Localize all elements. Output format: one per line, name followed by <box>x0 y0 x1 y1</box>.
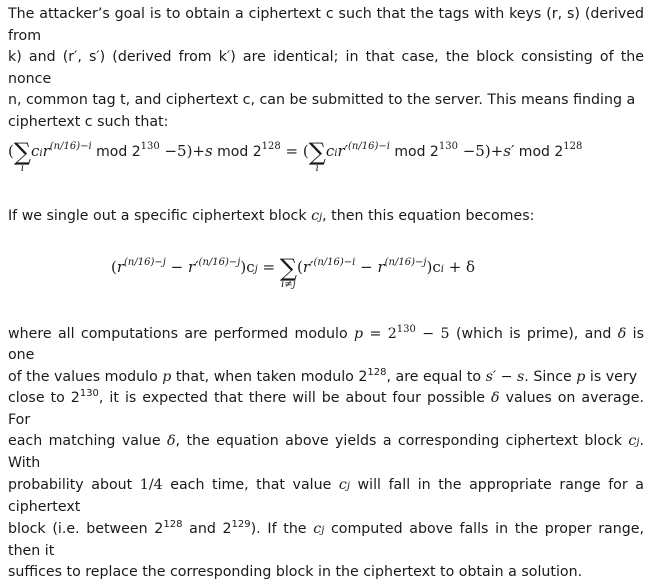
p3-l4b: δ <box>166 433 176 450</box>
p3-l2g: . Since <box>524 368 577 385</box>
eq1-sum-limit-left: i <box>20 163 25 174</box>
eq2-cj-sub: j <box>254 264 258 275</box>
p3-l6f: c <box>313 520 322 537</box>
eq2-equals: = <box>257 258 280 276</box>
p3-l6c: and 2 <box>182 520 232 537</box>
single-block-paragraph <box>8 206 644 229</box>
p3-l2h: p <box>576 368 586 385</box>
intro-line-4: ciphertext c such that: <box>8 113 169 130</box>
p3-l3c: , it is expected that there will be about four possible <box>98 390 492 407</box>
intro-line-2: k) and (r′, s′) (derived from k′) are identical; in that case, the block consisting of the nonce <box>8 49 644 87</box>
eq2-cj: )c <box>240 258 255 276</box>
p3-l1b: p <box>354 326 364 342</box>
eq1-paren: ( <box>8 142 14 160</box>
eq1-rhs-mod2: mod 2 <box>514 144 564 160</box>
eq1-minus5: −5)+ <box>159 142 206 160</box>
p3-l5e: j <box>346 480 350 492</box>
eq1-c: c <box>31 142 40 160</box>
p3-l4a: each matching value <box>8 433 167 450</box>
eq2-r1: r <box>116 258 125 276</box>
p3-l2i: is very <box>585 368 638 385</box>
p3-l2c: that, when taken modulo 2 <box>171 368 368 385</box>
p3-l3a: close to 2 <box>8 390 80 407</box>
p3-line-5 <box>8 475 644 519</box>
eq1-r: r <box>42 142 50 160</box>
eq1-sum-limit-right: i <box>315 163 319 174</box>
eq2-sum-limit: i≠j <box>281 279 296 290</box>
eq1-mod2: mod 2 <box>212 144 262 160</box>
p3-l3d: δ <box>491 390 500 407</box>
p3-l1a: where all computations are performed modulo <box>8 326 355 342</box>
intro-paragraph <box>8 4 644 133</box>
eq1-exp130: 130 <box>140 141 160 152</box>
p3-l5c: each time, that value <box>162 476 339 493</box>
eq1-c-sub-right: i <box>334 148 338 159</box>
intro-line-1: The attacker’s goal is to obtain a ciphertext c such that the tags with keys (r, s) (derived from <box>8 6 644 44</box>
eq2-open: ( <box>111 258 117 276</box>
p3-l2d: 128 <box>367 366 387 378</box>
p2-c-sub: j <box>319 212 323 223</box>
eq1-r-exp: (n/16)−i <box>49 141 92 152</box>
p3-l4c: , the equation above yields a corresponding ciphertext block <box>175 433 629 450</box>
explanation-paragraph <box>8 324 644 584</box>
p3-line-7: suffices to replace the corresponding block in the ciphertext to obtain a solution. <box>8 564 583 581</box>
eq2-ci-sub: i <box>440 264 444 275</box>
eq1-rprime-exp: (n/16)−i <box>348 141 390 152</box>
p3-line-3 <box>8 388 644 431</box>
eq2-ci: )c <box>426 258 441 276</box>
eq2-r3: r′ <box>302 258 314 276</box>
p2-text-after: , then this equation becomes: <box>322 208 535 224</box>
eq1-sum-right: ∑ i <box>308 138 326 174</box>
p3-line-1 <box>8 324 644 367</box>
eq1-rhs-exp130: 130 <box>438 141 458 152</box>
p3-l6e: ). If the <box>250 520 314 537</box>
p3-l5b: 1/4 <box>139 476 163 493</box>
p3-l4f: . With <box>8 433 644 472</box>
p3-l2f: s′ − s <box>485 368 525 385</box>
p3-l2b: p <box>162 368 172 385</box>
eq1-rhs-exp128: 128 <box>563 141 583 152</box>
p2-text-before: If we single out a specific ciphertext block <box>8 208 312 224</box>
eq1-c-right: c <box>325 142 335 160</box>
equation-single-block <box>111 254 476 290</box>
p3-l1e: − 5 <box>415 326 450 342</box>
p3-l1f: (which is prime), and <box>449 326 618 342</box>
eq2-exp3: (n/16)−i <box>313 257 356 268</box>
eq2-exp1: (n/16)−j <box>124 257 166 268</box>
p3-l2e: , are equal to <box>386 368 486 385</box>
eq2-r2: r′ <box>187 258 199 276</box>
eq1-c-sub: i <box>39 148 43 159</box>
p3-l5d: c <box>338 476 347 493</box>
eq2-plus-delta: + δ <box>443 258 476 276</box>
eq1-equals: = ( <box>280 142 309 160</box>
eq2-minus: − <box>165 258 188 276</box>
eq2-exp2: (n/16)−j <box>198 257 241 268</box>
eq1-rhs-minus5: −5)+ <box>457 142 504 160</box>
p3-l5a: probability about <box>8 476 140 493</box>
p3-l4d: c <box>628 433 637 450</box>
p3-l4e: j <box>636 437 640 449</box>
single-block-line <box>8 206 644 229</box>
eq1-sprime: s′ <box>503 142 515 160</box>
p3-l1c: = 2 <box>363 326 397 342</box>
equation-tags-equal <box>8 138 583 174</box>
p3-l3e: values on average. For <box>8 390 644 428</box>
p3-l6g: j <box>321 524 325 536</box>
eq1-rprime: r′ <box>337 142 349 160</box>
eq2-exp4: (n/16)−j <box>384 257 427 268</box>
p3-line-6 <box>8 519 644 563</box>
eq2-sum: ∑ i≠j <box>279 254 297 290</box>
p3-l6d: 129 <box>231 518 251 530</box>
eq2-open2: ( <box>297 258 303 276</box>
eq1-mod: mod 2 <box>91 144 141 160</box>
p3-l5f: will fall in the appropriate range for a ciphertext <box>8 476 644 516</box>
eq2-minus2: − <box>355 258 378 276</box>
p3-l1g: δ <box>617 326 627 342</box>
p3-l1h: is one <box>8 326 645 364</box>
p3-l2a: of the values modulo <box>8 368 163 385</box>
eq1-exp128: 128 <box>261 141 281 152</box>
eq2-r4: r <box>377 258 385 276</box>
p3-line-4 <box>8 431 644 475</box>
p3-l6a: block (i.e. between 2 <box>8 520 164 537</box>
p2-c: c <box>311 208 320 224</box>
eq1-sum-left: ∑ i <box>13 138 31 174</box>
p3-l6b: 128 <box>163 518 183 530</box>
p3-l1d: 130 <box>396 324 416 335</box>
p3-l6h: computed above falls in the proper range, then it <box>8 520 644 560</box>
intro-line-3: n, common tag t, and ciphertext c, can be submitted to the server. This means finding a <box>8 92 636 108</box>
eq1-rhs-mod: mod 2 <box>389 144 439 160</box>
p3-l3b: 130 <box>79 388 99 400</box>
p3-line-2 <box>8 367 644 388</box>
eq1-s: s <box>205 142 213 160</box>
